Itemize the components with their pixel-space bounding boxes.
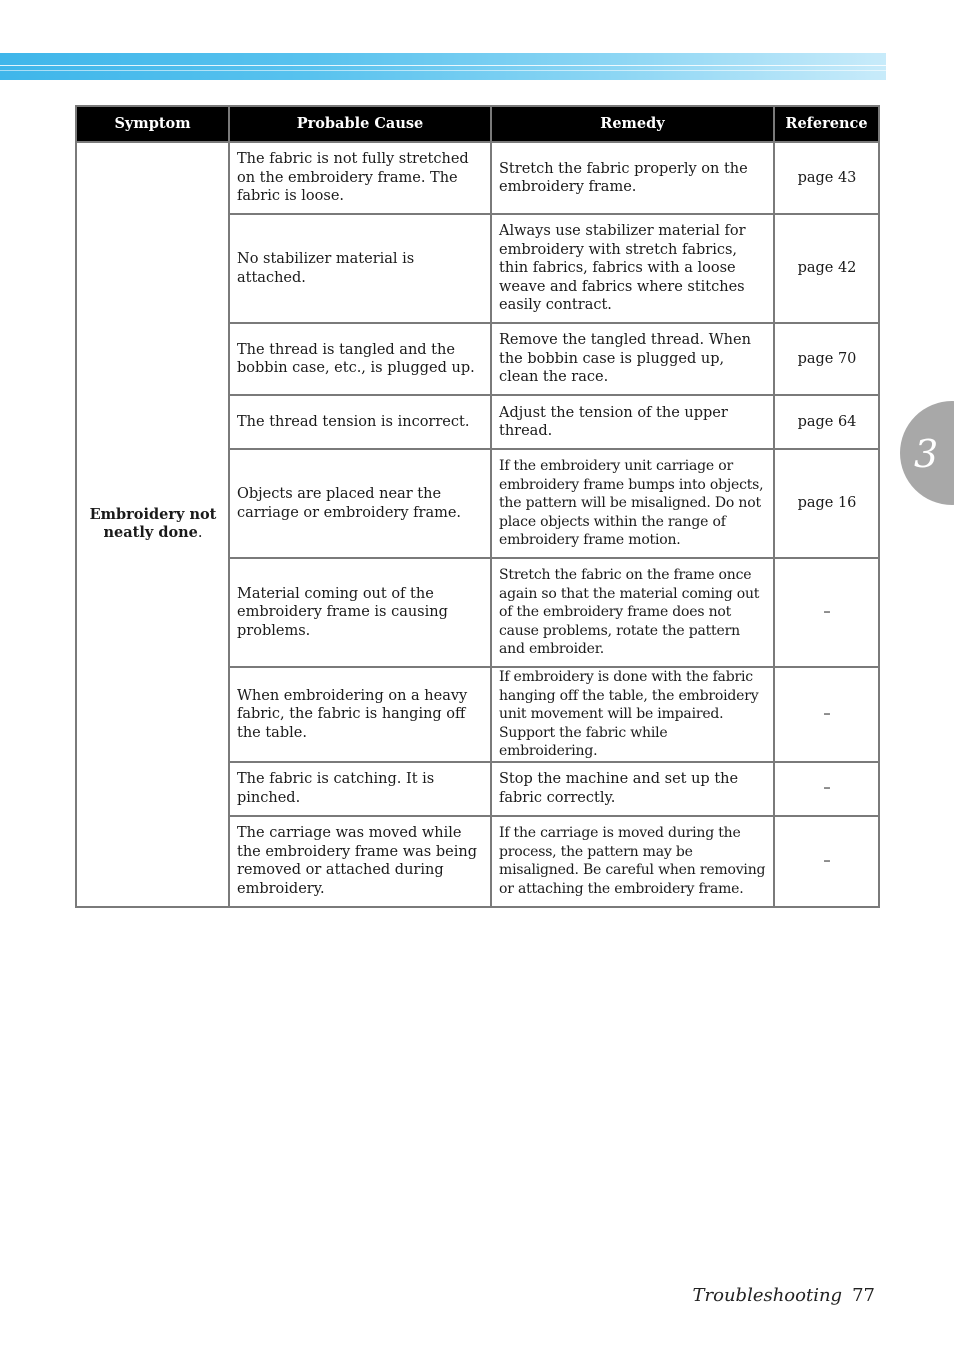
band-highlight-line: [0, 70, 886, 71]
cause-cell: The fabric is catching. It is pinched.: [229, 762, 491, 816]
reference-cell: –: [774, 667, 879, 762]
troubleshooting-table: [75, 105, 880, 908]
cause-cell: The fabric is not fully stretched on the embroidery frame. The fabric is loose.: [229, 142, 491, 214]
remedy-cell: If embroidery is done with the fabric hanging off the table, the embroidery unit movement will be impaired. Support the fabric while embroidering.: [491, 667, 774, 762]
reference-cell: page 43: [774, 142, 879, 214]
reference-cell: page 64: [774, 395, 879, 449]
band-highlight-line: [0, 65, 886, 66]
remedy-cell: If the embroidery unit carriage or embroidery frame bumps into objects, the pattern will be misaligned. Do not place objects within the range of embroidery frame motion.: [491, 449, 774, 558]
remedy-cell: Stretch the fabric on the frame once again so that the material coming out of the embroidery frame does not cause problems, rotate the pattern and embroider.: [491, 558, 774, 667]
remedy-cell: Adjust the tension of the upper thread.: [491, 395, 774, 449]
reference-cell: –: [774, 558, 879, 667]
chapter-number: 3: [914, 432, 939, 476]
header-color-band: [0, 53, 886, 80]
symptom-cell: [76, 142, 229, 907]
footer-section-title: Troubleshooting: [692, 1285, 843, 1306]
header-reference: Reference: [774, 106, 879, 142]
header-probable-cause: Probable Cause: [229, 106, 491, 142]
header-symptom: Symptom: [76, 106, 229, 142]
symptom-suffix: .: [197, 525, 203, 542]
table-row: [76, 142, 879, 214]
reference-cell: –: [774, 762, 879, 816]
remedy-cell: If the carriage is moved during the process, the pattern may be misaligned. Be careful when removing or attaching the embroidery frame.: [491, 816, 774, 907]
remedy-cell: Stop the machine and set up the fabric correctly.: [491, 762, 774, 816]
cause-cell: No stabilizer material is attached.: [229, 214, 491, 323]
reference-cell: –: [774, 816, 879, 907]
symptom-text: Embroidery not neatly done: [89, 505, 217, 542]
reference-cell: page 70: [774, 323, 879, 395]
cause-cell: Material coming out of the embroidery frame is causing problems.: [229, 558, 491, 667]
cause-cell: The thread is tangled and the bobbin case, etc., is plugged up.: [229, 323, 491, 395]
header-remedy: Remedy: [491, 106, 774, 142]
reference-cell: page 42: [774, 214, 879, 323]
page-number: 77: [852, 1285, 875, 1306]
reference-cell: page 16: [774, 449, 879, 558]
cause-cell: The thread tension is incorrect.: [229, 395, 491, 449]
table-header-row: [76, 106, 879, 142]
cause-cell: When embroidering on a heavy fabric, the fabric is hanging off the table.: [229, 667, 491, 762]
page-footer: [693, 1285, 876, 1306]
remedy-cell: Stretch the fabric properly on the embroidery frame.: [491, 142, 774, 214]
remedy-cell: Remove the tangled thread. When the bobbin case is plugged up, clean the race.: [491, 323, 774, 395]
remedy-cell: Always use stabilizer material for embroidery with stretch fabrics, thin fabrics, fabrics with a loose weave and fabrics where stitches easily contract.: [491, 214, 774, 323]
cause-cell: Objects are placed near the carriage or embroidery frame.: [229, 449, 491, 558]
cause-cell: The carriage was moved while the embroidery frame was being removed or attached during embroidery.: [229, 816, 491, 907]
